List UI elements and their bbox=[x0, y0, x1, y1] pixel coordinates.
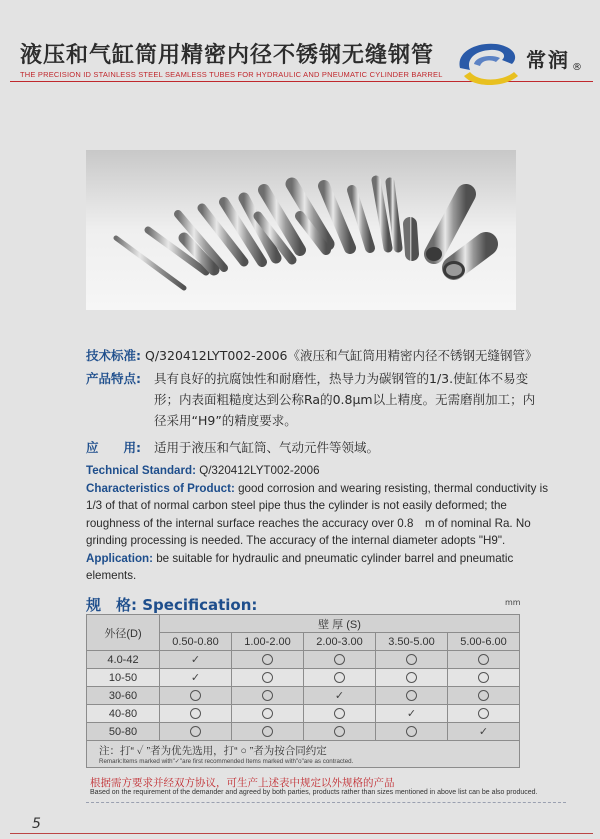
cn-standard-text: Q/320412LYT002-2006《液压和气缸筒用精密内径不锈钢无缝钢管》 bbox=[144, 348, 538, 363]
spec-unit: mm bbox=[505, 598, 521, 607]
en-standard-label: Technical Standard: bbox=[86, 464, 196, 477]
spec-mark-cell bbox=[448, 705, 520, 723]
od-cell: 4.0-42 bbox=[87, 651, 160, 669]
circle-icon bbox=[334, 726, 345, 737]
cn-application-label: 应 用: bbox=[86, 440, 141, 455]
wall-header: 壁 厚 (S) bbox=[160, 615, 520, 633]
spec-heading bbox=[86, 594, 257, 615]
spec-mark-cell bbox=[376, 687, 448, 705]
circle-icon bbox=[262, 690, 273, 701]
en-standard-text: Q/320412LYT002-2006 bbox=[199, 464, 320, 477]
circle-icon bbox=[190, 726, 201, 737]
en-application-text: be suitable for hydraulic and pneumatic cylinder barrel and pneumatic elements. bbox=[86, 551, 514, 582]
wall-column: 5.00-6.00 bbox=[448, 633, 520, 651]
spec-mark-cell bbox=[376, 705, 448, 723]
circle-icon bbox=[406, 726, 417, 737]
circle-icon bbox=[262, 708, 273, 719]
circle-icon bbox=[190, 708, 201, 719]
od-cell: 30-60 bbox=[87, 687, 160, 705]
check-icon: ✓ bbox=[406, 708, 417, 720]
wall-column: 1.00-2.00 bbox=[232, 633, 304, 651]
spec-mark-cell bbox=[304, 687, 376, 705]
check-icon: ✓ bbox=[334, 690, 345, 702]
wall-column: 0.50-0.80 bbox=[160, 633, 232, 651]
circle-icon bbox=[262, 726, 273, 737]
cn-features-line: 形；内表面粗糙度达到公称Ra的0.8μm以上精度。无需磨削加工；内 bbox=[154, 392, 536, 407]
en-description bbox=[86, 462, 556, 585]
spec-row bbox=[87, 687, 520, 705]
spec-mark-cell bbox=[160, 651, 232, 669]
od-header: 外径(D) bbox=[87, 615, 160, 651]
table-note-en: Remark:Items marked with"✓"are first recommended Items marked with"o"are as contracted. bbox=[99, 758, 354, 765]
spec-table bbox=[86, 614, 520, 768]
cn-features-label: 产品特点: bbox=[86, 371, 141, 386]
spec-mark-cell bbox=[160, 723, 232, 741]
od-cell: 40-80 bbox=[87, 705, 160, 723]
spec-row bbox=[87, 669, 520, 687]
spec-mark-cell bbox=[376, 723, 448, 741]
spec-mark-cell bbox=[304, 723, 376, 741]
page-number: 5 bbox=[32, 816, 41, 832]
en-characteristics-label: Characteristics of Product: bbox=[86, 481, 235, 495]
spec-mark-cell bbox=[160, 687, 232, 705]
spec-heading-en: Specification: bbox=[142, 596, 258, 614]
circle-icon bbox=[262, 672, 273, 683]
footer-note-en: Based on the requirement of the demander and agreed by both parties, products rather than sizes mentioned in above list can be also produced. bbox=[90, 789, 538, 796]
wall-column: 2.00-3.00 bbox=[304, 633, 376, 651]
circle-icon bbox=[334, 708, 345, 719]
spec-mark-cell bbox=[160, 669, 232, 687]
circle-icon bbox=[406, 654, 417, 665]
table-note bbox=[87, 741, 520, 768]
cn-features-line: 具有良好的抗腐蚀性和耐磨性，热导力为碳钢管的1/3.使缸体不易变 bbox=[154, 371, 529, 386]
spec-mark-cell bbox=[448, 651, 520, 669]
spec-mark-cell bbox=[160, 705, 232, 723]
spec-mark-cell bbox=[448, 687, 520, 705]
brand-logo-text: 常润 bbox=[526, 48, 570, 72]
cn-application-text: 适用于液压和气缸筒、气动元件等领域。 bbox=[154, 440, 380, 455]
page-title-en: THE PRECISION ID STAINLESS STEEL SEAMLESS TUBES FOR HYDRAULIC AND PNEUMATIC CYLINDER BARREL bbox=[20, 70, 443, 79]
en-characteristics-text: good corrosion and wearing resisting, thermal conductivity is 1/3 of that of normal carbon steel pipe thus the cylinder is not easily deformed; the roughness of the internal surface reaches the accuracy over 0.8 m of nominal Ra. No grinding processing is needed. The accuracy of the internal diameter adopts "H9". bbox=[86, 481, 549, 547]
product-photo bbox=[86, 150, 516, 310]
spec-heading-cn: 规 格: bbox=[86, 596, 137, 614]
spec-mark-cell bbox=[232, 723, 304, 741]
circle-icon bbox=[406, 690, 417, 701]
circle-icon bbox=[478, 708, 489, 719]
circle-icon bbox=[334, 654, 345, 665]
spec-mark-cell bbox=[304, 669, 376, 687]
circle-icon bbox=[478, 672, 489, 683]
od-cell: 10-50 bbox=[87, 669, 160, 687]
spec-mark-cell bbox=[232, 651, 304, 669]
check-icon: ✓ bbox=[478, 726, 489, 738]
check-icon: ✓ bbox=[190, 672, 201, 684]
od-cell: 50-80 bbox=[87, 723, 160, 741]
spec-mark-cell bbox=[448, 723, 520, 741]
cn-features-line: 径采用“H9”的精度要求。 bbox=[154, 413, 297, 428]
spec-mark-cell bbox=[304, 651, 376, 669]
spec-row bbox=[87, 723, 520, 741]
page-title-cn: 液压和气缸筒用精密内径不锈钢无缝钢管 bbox=[20, 43, 435, 68]
en-application-label: Application: bbox=[86, 551, 153, 565]
footer-note-cn: 根据需方要求并经双方协议，可生产上述表中规定以外规格的产品 bbox=[90, 777, 395, 789]
bottom-divider bbox=[10, 833, 593, 834]
steel-tubes-photo bbox=[86, 150, 516, 310]
spec-mark-cell bbox=[376, 669, 448, 687]
circle-icon bbox=[190, 690, 201, 701]
wall-column: 3.50-5.00 bbox=[376, 633, 448, 651]
circle-icon bbox=[478, 654, 489, 665]
brand-logo-icon bbox=[452, 38, 524, 86]
check-icon: ✓ bbox=[190, 654, 201, 666]
cn-description bbox=[86, 345, 556, 458]
table-note-cn: 注：打“ ✓ ”者为优先选用，打“ ○ ”者为按合同约定 bbox=[99, 745, 327, 757]
spec-mark-cell bbox=[448, 669, 520, 687]
spec-mark-cell bbox=[232, 669, 304, 687]
spec-row bbox=[87, 705, 520, 723]
circle-icon bbox=[478, 690, 489, 701]
spec-mark-cell bbox=[232, 687, 304, 705]
circle-icon bbox=[334, 672, 345, 683]
brand-logo bbox=[452, 38, 582, 86]
footer-divider bbox=[86, 802, 566, 803]
registered-mark: ® bbox=[572, 62, 582, 73]
spec-mark-cell bbox=[304, 705, 376, 723]
spec-row bbox=[87, 651, 520, 669]
spec-mark-cell bbox=[232, 705, 304, 723]
circle-icon bbox=[262, 654, 273, 665]
circle-icon bbox=[406, 672, 417, 683]
spec-mark-cell bbox=[376, 651, 448, 669]
cn-standard-label: 技术标准: bbox=[86, 348, 141, 363]
